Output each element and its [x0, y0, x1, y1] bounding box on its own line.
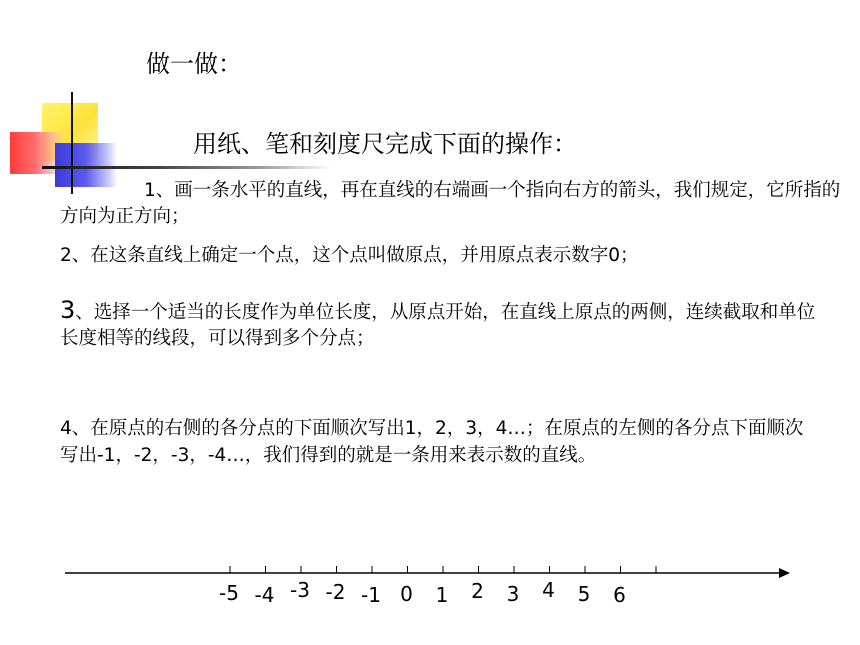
page-subtitle: 用纸、笔和刻度尺完成下面的操作： [193, 130, 577, 158]
number-line-tick-label: 5 [577, 582, 591, 606]
number-line-tick-label: -2 [325, 580, 346, 604]
step-3-number: 3 [60, 296, 76, 324]
number-line-tick-label: 3 [506, 582, 520, 606]
number-line-tick-label: -5 [219, 581, 239, 605]
number-line-labels [219, 578, 626, 607]
number-line-tick-label: 6 [613, 583, 626, 607]
step-3-text: 、选择一个适当的长度作为单位长度，从原点开始，在直线上原点的两侧，连续截取和单位长度相等的线段，可以得到多个分点； [60, 302, 816, 349]
number-line-tick-label: 1 [435, 583, 449, 607]
page-title: 做一做： [146, 50, 242, 78]
number-line-arrowhead [779, 568, 790, 578]
number-line-ticks [230, 566, 656, 573]
step-1-text: 1、画一条水平的直线，再在直线的右端画一个指向右方的箭头，我们规定，它所指的方向为正方向； [60, 180, 841, 227]
number-line-tick-label: 0 [400, 582, 413, 606]
number-line-tick-label: 2 [471, 579, 484, 603]
step-2-text: 2、在这条直线上确定一个点，这个点叫做原点，并用原点表示数字0； [60, 245, 639, 266]
number-line-tick-label: -4 [254, 583, 275, 607]
step-4-text: 4、在原点的右侧的各分点的下面顺次写出1，2，3，4…；在原点的左侧的各分点下面顺次写出-1，-2，-3，-4…，我们得到的就是一条用来表示数的直线。 [60, 418, 804, 466]
number-line-tick-label: -3 [290, 578, 310, 602]
number-line-tick-label: 4 [542, 578, 555, 602]
number-line-tick-label: -1 [361, 583, 381, 607]
